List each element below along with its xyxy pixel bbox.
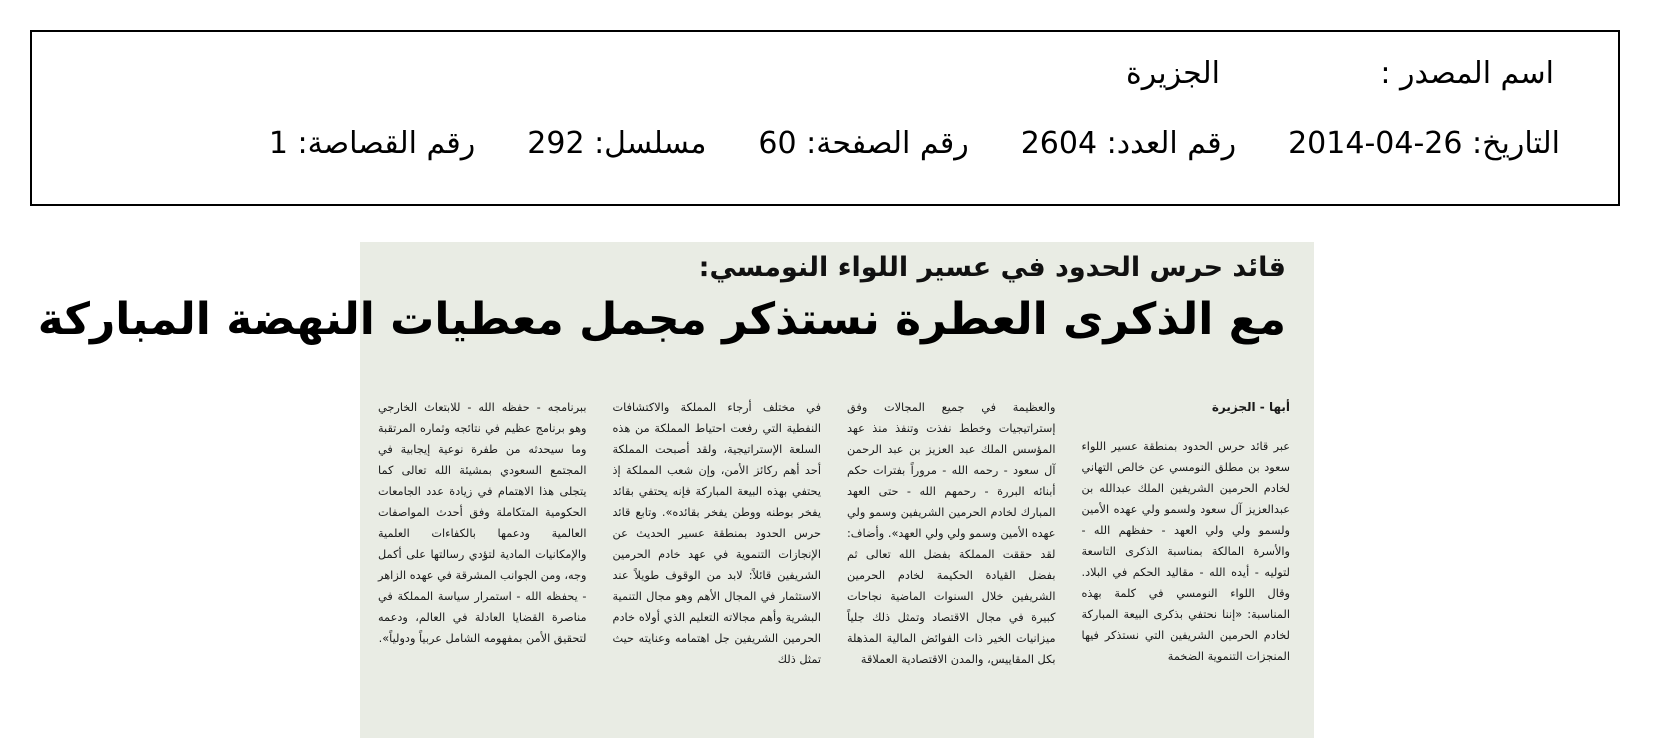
article-headline: مع الذكرى العطرة نستذكر مجمل معطيات النهضة المباركة [37,294,1286,345]
source-info-box [30,30,1620,206]
clip-number-field: رقم القصاصة: 1 [268,126,476,161]
source-value: الجزيرة [1125,56,1220,91]
date-field: التاريخ: 26-04-2014 [1288,126,1560,161]
page-number-field: رقم الصفحة: 60 [758,126,969,161]
column-text: في مختلف أرجاء المملكة والاكتشافات النفطية التي رفعت احتياط المملكة من هذه السلعة الإستراتيجية، ولقد أصبحت المملكة أحد أهم ركائز الأمن، وإن شعب المملكة إذ يحتفي بهذه البيعة المباركة فإنه يحتفي بقائد يفخر بوطنه ووطن يفخر بقائده». وتابع قائد حرس الحدود بمنطقة عسير الحديث عن الإنجازات التنموية في عهد خادم الحرمين الشريفين قائلاً: لابد من الوقوف طويلاً عند الاستثمار في المجال الأهم وهو مجال التنمية البشرية وأهم مجالاته التعليم الذي أولاه خادم الحرمين الشريفين جل اهتمامه وعنايته حيث تمثل ذلك [612,401,821,666]
article-column-4 [378,397,587,728]
article-body [378,397,1290,728]
article-column-1 [1082,397,1291,728]
article-dateline: أبها - الجزيرة [1211,400,1290,414]
source-label: اسم المصدر : [1380,56,1554,91]
column-text: والعظيمة في جميع المجالات وفق إستراتيجيات وخطط نفذت وتنفذ منذ عهد المؤسس الملك عبد العزيز بن عبد الرحمن آل سعود - رحمه الله - مروراً بفترات حكم أبنائه البررة - رحمهم الله - حتى العهد المبارك لخادم الحرمين الشريفين وسمو ولي عهده الأمين وسمو ولي ولي العهد». وأضاف: لقد حققت المملكة بفضل الله تعالى ثم بفضل القيادة الحكيمة لخادم الحرمين الشريفين خلال السنوات الماضية نجاحات كبيرة في مجال الاقتصاد وتمثل ذلك جلياً ميزانيات الخير ذات الفوائض المالية المذهلة بكل المقاييس، والمدن الاقتصادية العملاقة [847,401,1056,666]
article-column-2 [847,397,1056,728]
article-column-3 [613,397,822,728]
column-text: عبر قائد حرس الحدود بمنطقة عسير اللواء سعود بن مطلق النومسي عن خالص التهاني لخادم الحرمين الشريفين الملك عبدالله بن عبدالعزيز آل سعود ولسمو ولي عهده الأمين ولسمو ولي ولي العهد - حفظهم الله - والأسرة المالكة بمناسبة الذكرى التاسعة لتوليه - أيده الله - مقاليد الحكم في البلاد. وقال اللواء النومسي في كلمة بهذه المناسبة: «إننا نحتفي بذكرى البيعة المباركة لخادم الحرمين الشريفين التي نستذكر فيها المنجزات التنموية الضخمة [1081,440,1290,663]
newspaper-clipping [37,242,1314,738]
column-text: ببرنامجه - حفظه الله - للابتعاث الخارجي وهو برنامج عظيم في نتائجه وثماره المرتقبة وما سيحدثه من طفرة نوعية إيجابية في المجتمع السعودي بمشيئة الله تعالى كما يتجلى هذا الاهتمام في زيادة عدد الجامعات الحكومية المتكاملة وفق أحدث المواصفات العالمية ودعمها بالكفاءات العلمية والإمكانيات المادية لتؤدي رسالتها على أكمل وجه، ومن الجوانب المشرقة في عهده الزاهر - يحفظه الله - استمرار سياسة المملكة في مناصرة القضايا العادلة في العالم، ودعمه لتحقيق الأمن بمفهومه الشامل عربياً ودولياً». [377,401,587,645]
publication-info-row [269,124,1560,164]
serial-field: مسلسل: 292 [527,126,707,161]
issue-number-field: رقم العدد: 2604 [1020,126,1237,161]
article-kicker: قائد حرس الحدود في عسير اللواء النومسي: [698,252,1286,283]
